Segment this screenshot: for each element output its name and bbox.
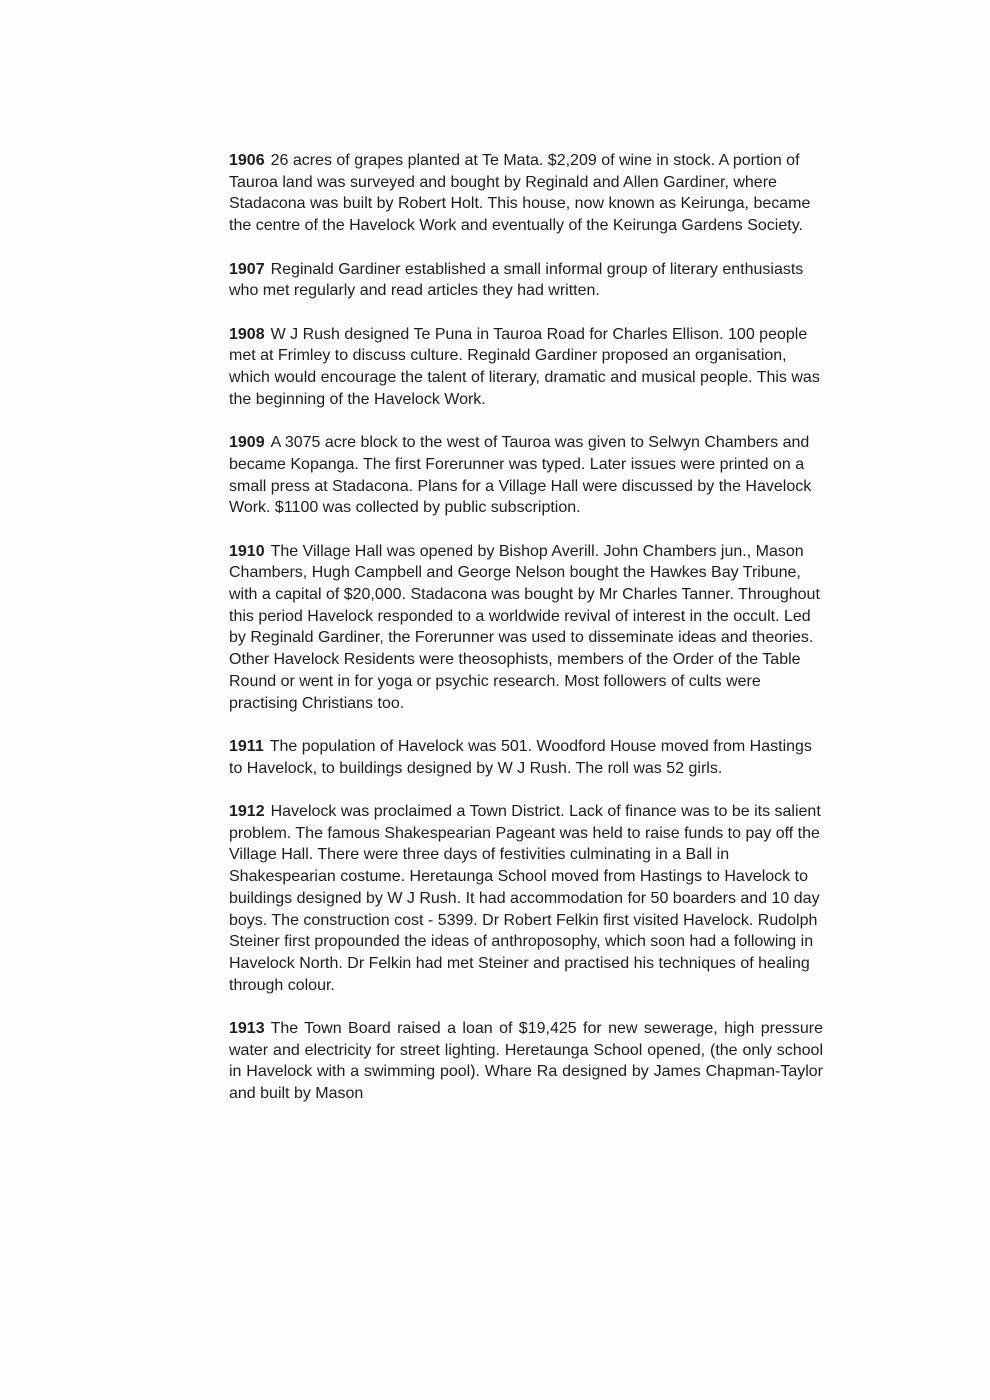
timeline-text [229, 150, 823, 1127]
entry-1911 [229, 736, 823, 779]
entry-text: 26 acres of grapes planted at Te Mata. $2,209 of wine in stock. A portion of Tauroa land was surveyed and bought by Reginald and Allen Gardiner, where Stadacona was built by Robert Holt. This house, now known as Keirunga, became the centre of the Havelock Work and eventually of the Keirunga Gardens Society. [229, 152, 811, 235]
entry-year: 1908 [229, 325, 265, 343]
entry-year: 1912 [229, 803, 265, 820]
entry-text: W J Rush designed Te Puna in Tauroa Road for Charles Ellison. 100 people met at Frimley to discuss culture. Reginald Gardiner proposed an organisation, which would encourage the talent of literary, dramatic and musical people. This was the beginning of the Havelock Work. [229, 325, 820, 408]
entry-year: 1913 [229, 1020, 265, 1038]
entry-1910 [229, 541, 823, 715]
entry-1909 [229, 432, 823, 519]
entry-text: Reginald Gardiner established a small informal group of literary enthusiasts who met regularly and read articles they had written. [229, 260, 804, 300]
entry-year: 1910 [229, 542, 265, 560]
entry-text: Havelock was proclaimed a Town District. Lack of finance was to be its salient problem. The famous Shakespearian Pageant was held to raise funds to pay off the Village Hall. There were three days of festivities culminating in a Ball in Shakespearian costume. Heretaunga School moved from Hastings to Havelock to buildings designed by W J Rush. It had accommodation for 50 boarders and 10 day boys. The construction cost - 5399. Dr Robert Felkin first visited Havelock. Rudolph Steiner first propounded the ideas of anthroposophy, which soon had a following in Havelock North. Dr Felkin had met Steiner and practised his techniques of healing through colour. [229, 803, 821, 994]
entry-1907 [229, 259, 823, 302]
entry-text: The population of Havelock was 501. Woodford House moved from Hastings to Havelock, to buildings designed by W J Rush. The roll was 52 girls. [229, 737, 812, 777]
entry-1906 [229, 150, 823, 237]
entry-1908 [229, 324, 823, 411]
entry-1913 [229, 1018, 823, 1105]
entry-text: The Town Board raised a loan of $19,425 for new sewerage, high pressure water and electricity for street lighting. Heretaunga School opened, (the only school in Havelock with a swimming pool). Whare Ra designed by James Chapman-Taylor and built by Mason [229, 1020, 823, 1103]
entry-text: A 3075 acre block to the west of Tauroa was given to Selwyn Chambers and became Kopanga. The first Forerunner was typed. Later issues were printed on a small press at Stadacona. Plans for a Village Hall were discussed by the Havelock Work. $1100 was collected by public subscription. [229, 434, 812, 517]
entry-text: The Village Hall was opened by Bishop Averill. John Chambers jun., Mason Chambers, Hugh Campbell and George Nelson bought the Hawkes Bay Tribune, with a capital of $20,000. Stadacona was bought by Mr Charles Tanner. Throughout this period Havelock responded to a worldwide revival of interest in the occult. Led by Reginald Gardiner, the Forerunner was used to disseminate ideas and theories. Other Havelock Residents were theosophists, members of the Order of the Table Round or went in for yoga or psychic research. Most followers of cults were practising Christians too. [229, 542, 820, 712]
entry-1912 [229, 801, 823, 996]
entry-year: 1911 [229, 737, 264, 755]
entry-year: 1909 [229, 434, 265, 452]
entry-year: 1906 [229, 152, 265, 169]
entry-year: 1907 [229, 260, 265, 278]
